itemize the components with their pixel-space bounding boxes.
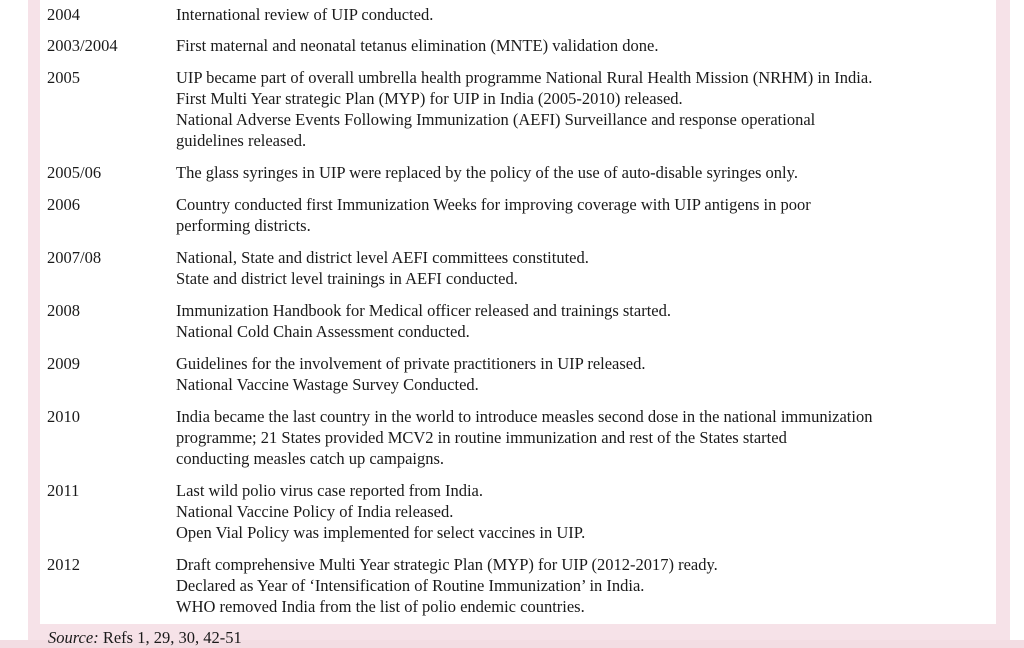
event-line: WHO removed India from the list of polio endemic countries.	[176, 597, 585, 616]
event-line: guidelines released.	[176, 131, 307, 150]
event-line: Country conducted first Immunization Weeks for improving coverage with UIP antigens in poor	[176, 195, 811, 214]
event-line: State and district level trainings in AEFI conducted.	[176, 269, 518, 288]
event-line: conducting measles catch up campaigns.	[176, 449, 445, 468]
event-line: National Vaccine Wastage Survey Conducted.	[176, 375, 479, 394]
year-cell: 2006	[47, 195, 80, 214]
source-label: Source:	[48, 628, 99, 647]
event-line: International review of UIP conducted.	[176, 5, 434, 24]
year-cell: 2007/08	[47, 248, 102, 267]
event-line: National Cold Chain Assessment conducted.	[176, 322, 470, 341]
event-line: Immunization Handbook for Medical officer released and trainings started.	[176, 301, 671, 320]
source-refs: Refs 1, 29, 30, 42-51	[98, 628, 242, 647]
event-line: Declared as Year of ‘Intensification of Routine Immunization’ in India.	[176, 576, 645, 595]
events-cell	[176, 162, 988, 183]
timeline-table	[40, 0, 996, 624]
page-left-margin	[0, 0, 28, 640]
event-line: Open Vial Policy was implemented for select vaccines in UIP.	[176, 523, 586, 542]
year-cell: 2005/06	[47, 163, 102, 182]
event-line: The glass syringes in UIP were replaced by the policy of the use of auto-disable syringes only.	[176, 163, 798, 182]
events-cell	[176, 554, 988, 617]
event-line: programme; 21 States provided MCV2 in routine immunization and rest of the States started	[176, 428, 787, 447]
page-right-margin	[1010, 0, 1024, 640]
event-line: National Vaccine Policy of India released.	[176, 502, 454, 521]
event-line: UIP became part of overall umbrella health programme National Rural Health Mission (NRHM) in India.	[176, 68, 873, 87]
event-line: National, State and district level AEFI committees constituted.	[176, 248, 589, 267]
year-cell: 2010	[47, 407, 80, 426]
year-cell: 2004	[47, 5, 80, 24]
events-cell	[176, 194, 988, 236]
event-line: Guidelines for the involvement of private practitioners in UIP released.	[176, 354, 646, 373]
event-line: National Adverse Events Following Immunization (AEFI) Surveillance and response operational	[176, 110, 816, 129]
events-cell	[176, 247, 988, 289]
events-cell	[176, 406, 988, 469]
event-line: performing districts.	[176, 216, 311, 235]
year-cell: 2005	[47, 68, 80, 87]
event-line: India became the last country in the world to introduce measles second dose in the national immunization	[176, 407, 873, 426]
events-cell	[176, 480, 988, 543]
event-line: First Multi Year strategic Plan (MYP) for UIP in India (2005-2010) released.	[176, 89, 683, 108]
year-cell: 2011	[47, 481, 80, 500]
year-cell: 2008	[47, 301, 80, 320]
events-cell	[176, 4, 988, 25]
year-cell: 2003/2004	[47, 36, 118, 55]
events-cell	[176, 67, 988, 151]
source-note	[48, 627, 242, 648]
events-cell	[176, 300, 988, 342]
event-line: First maternal and neonatal tetanus elimination (MNTE) validation done.	[176, 36, 659, 55]
events-cell	[176, 35, 988, 56]
year-cell: 2009	[47, 354, 80, 373]
events-cell	[176, 353, 988, 395]
event-line: Draft comprehensive Multi Year strategic Plan (MYP) for UIP (2012-2017) ready.	[176, 555, 718, 574]
year-cell: 2012	[47, 555, 80, 574]
event-line: Last wild polio virus case reported from India.	[176, 481, 483, 500]
